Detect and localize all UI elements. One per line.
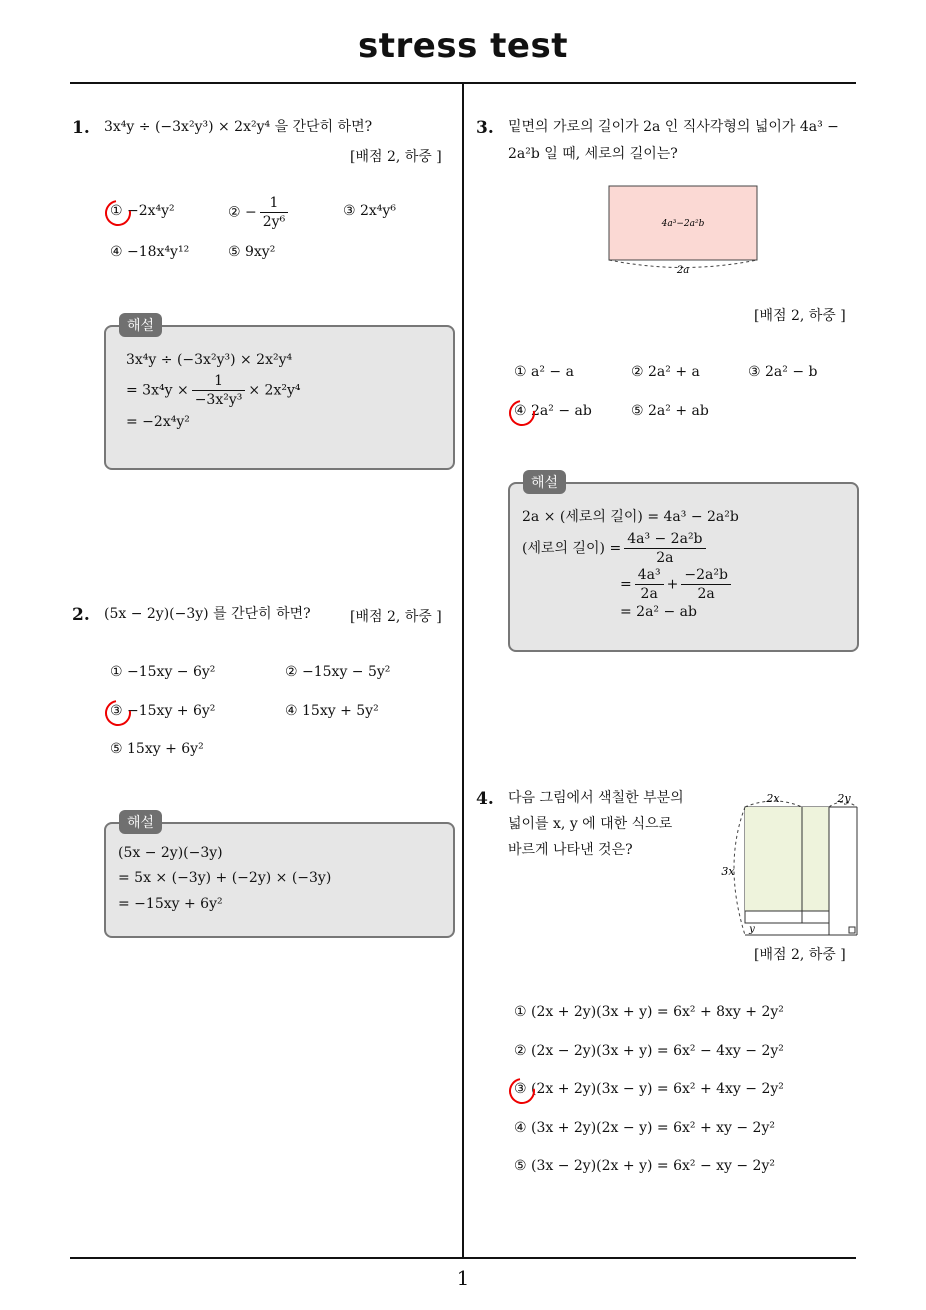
q4-right-angle-mark <box>849 927 855 933</box>
q4-label-2x: 2x <box>766 792 780 805</box>
answer-mark-q1 <box>100 195 136 231</box>
question-3-text-line-2: 2a²b 일 때, 세로의 길이는? <box>508 146 678 162</box>
q1-solution-tab: 해설 <box>119 313 162 337</box>
page-title: stress test <box>358 26 568 66</box>
q4-label-y: y <box>749 924 755 935</box>
q1-solution-line-2: = 3x⁴y × $\frac{1}{\text{−3x²y³}}$ × 2x²y⁴ <box>126 373 301 408</box>
q3-solution-line-1: 2a × (세로의 길이) = 4a³ − 2a²b <box>522 509 739 525</box>
question-4-text-line-2: 넓이를 x, y 에 대한 식으로 <box>508 816 673 832</box>
q1-solution-line-1: 3x⁴y ÷ (−3x²y³) × 2x²y⁴ <box>126 352 293 368</box>
q4-choice-1[interactable]: ① (2x + 2y)(3x + y) = 6x² + 8xy + 2y² <box>514 1004 784 1020</box>
q3-base-label: 2a <box>676 265 690 276</box>
q1-choice-2-fraction: $\frac{1}{\text{2y⁶}}$ <box>260 194 288 231</box>
q1-choice-3[interactable]: ③ 2x⁴y⁶ <box>343 203 396 219</box>
q1-choice-5[interactable]: ⑤ 9xy² <box>228 244 276 260</box>
q1-choice-2-label: ② <box>228 204 241 221</box>
q2-solution-line-3: = −15xy + 6y² <box>118 896 223 912</box>
question-4-text-line-1: 다음 그림에서 색칠한 부분의 <box>508 790 684 806</box>
q3-choice-4[interactable]: ④ 2a² − ab <box>514 403 592 419</box>
q4-choice-4[interactable]: ④ (3x + 2y)(2x − y) = 6x² + xy − 2y² <box>514 1120 775 1136</box>
q2-solution-line-2: = 5x × (−3y) + (−2y) × (−3y) <box>118 870 332 886</box>
q3-solution-tab: 해설 <box>523 470 566 494</box>
q2-solution-tab: 해설 <box>119 810 162 834</box>
question-number-1: 1. <box>72 118 90 138</box>
q3-choice-2[interactable]: ② 2a² + a <box>631 364 700 380</box>
q2-solution-line-1: (5x − 2y)(−3y) <box>118 845 223 861</box>
q3-solution-line-4: = 2a² − ab <box>620 604 697 620</box>
question-4-text-line-3: 바르게 나타낸 것은? <box>508 842 633 858</box>
q4-label-3x: 3x <box>721 865 735 878</box>
q3-solution-line-2: (세로의 길이) = $\frac{\text{4a³ − 2a²b}}{2a}$ <box>522 530 709 567</box>
question-3-score: [배점 2, 하중 ] <box>754 308 846 324</box>
answer-mark-q4 <box>504 1073 540 1109</box>
q1-choice-1[interactable]: ① −2x⁴y² <box>110 203 175 219</box>
q4-choice-3[interactable]: ③ (2x + 2y)(3x − y) = 6x² + 4xy − 2y² <box>514 1081 784 1097</box>
q4-choice-5[interactable]: ⑤ (3x − 2y)(2x + y) = 6x² − xy − 2y² <box>514 1158 775 1174</box>
q3-choice-3[interactable]: ③ 2a² − b <box>748 364 818 380</box>
answer-mark-q3 <box>504 395 540 431</box>
question-number-4: 4. <box>476 789 494 809</box>
q4-left-brace-3x <box>734 807 745 935</box>
page-number: 1 <box>456 1266 470 1290</box>
q1-choice-2-sign: − <box>245 204 257 221</box>
q2-choice-2[interactable]: ② −15xy − 5y² <box>285 664 391 680</box>
q3-rect-label: 4a³−2a²b <box>661 219 705 229</box>
q3-choice-1[interactable]: ① a² − a <box>514 364 574 380</box>
q4-label-2y: 2y <box>837 792 851 805</box>
question-number-3: 3. <box>476 118 494 138</box>
question-2-text: (5x − 2y)(−3y) 를 간단히 하면? <box>104 606 311 622</box>
q2-choice-3[interactable]: ③ −15xy + 6y² <box>110 703 216 719</box>
q3-solution-line-3: = $\frac{\text{4a³}}{2a}$ + $\frac{\text{−2a²b}}{2a}$ <box>620 566 734 603</box>
question-number-2: 2. <box>72 605 90 625</box>
question-4-score: [배점 2, 하중 ] <box>754 947 846 963</box>
answer-mark-q2 <box>100 695 136 731</box>
q2-choice-5[interactable]: ⑤ 15xy + 6y² <box>110 741 204 757</box>
q4-shaded-figure <box>715 785 865 945</box>
question-2-score: [배점 2, 하중 ] <box>350 609 442 625</box>
bottom-rule <box>70 1257 856 1259</box>
q4-shaded-region <box>745 807 829 911</box>
q1-solution-line-3: = −2x⁴y² <box>126 414 190 430</box>
q3-rectangle-figure <box>600 180 770 280</box>
q2-choice-1[interactable]: ① −15xy − 6y² <box>110 664 216 680</box>
question-1-text: 3x⁴y ÷ (−3x²y³) × 2x²y⁴ 을 간단히 하면? <box>104 119 373 135</box>
question-1-score: [배점 2, 하중 ] <box>350 149 442 165</box>
q4-choice-2[interactable]: ② (2x − 2y)(3x + y) = 6x² − 4xy − 2y² <box>514 1043 784 1059</box>
q2-choice-4[interactable]: ④ 15xy + 5y² <box>285 703 379 719</box>
question-3-text-line-1: 밑면의 가로의 길이가 2a 인 직사각형의 넓이가 4a³ − <box>508 119 839 135</box>
column-divider <box>462 84 464 1259</box>
q1-choice-2[interactable] <box>228 194 291 231</box>
q3-choice-5[interactable]: ⑤ 2a² + ab <box>631 403 709 419</box>
q1-choice-4[interactable]: ④ −18x⁴y¹² <box>110 244 190 260</box>
